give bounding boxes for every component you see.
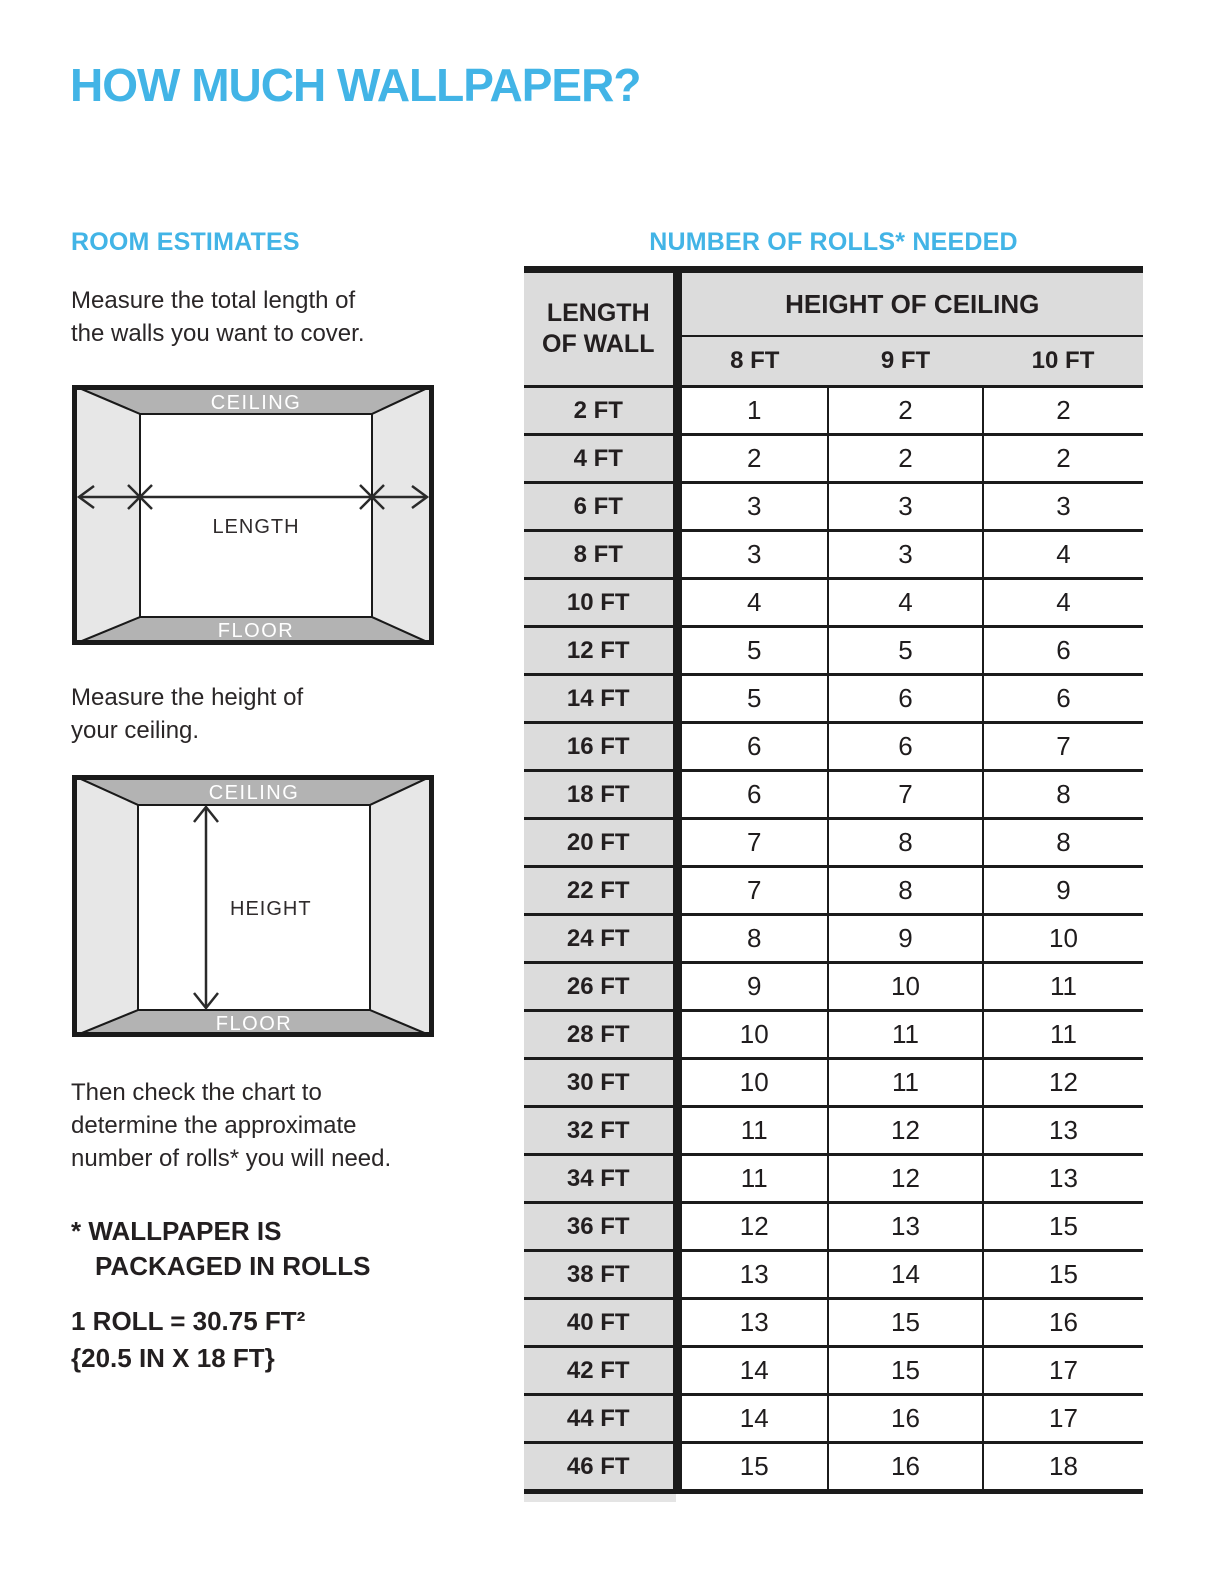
ceiling-height-group-header: HEIGHT OF CEILING	[677, 270, 1143, 337]
rolls-10ft-cell: 8	[983, 771, 1143, 819]
ceiling-height-diagram	[72, 775, 434, 1037]
rolls-9ft-cell: 6	[828, 723, 983, 771]
rolls-footnote	[71, 1214, 370, 1284]
table-row	[524, 627, 1143, 675]
roll-size-info	[71, 1303, 305, 1377]
rolls-8ft-cell: 6	[677, 723, 828, 771]
rolls-8ft-cell: 14	[677, 1347, 828, 1395]
table-row	[524, 771, 1143, 819]
rolls-table-heading: NUMBER OF ROLLS* NEEDED	[649, 228, 1018, 256]
rolls-9ft-cell: 4	[828, 579, 983, 627]
wall-length-cell: 14 FT	[524, 675, 677, 723]
rolls-10ft-cell: 6	[983, 627, 1143, 675]
right-wall-surface	[370, 775, 434, 1037]
rolls-8ft-cell: 12	[677, 1203, 828, 1251]
rolls-10ft-cell: 11	[983, 963, 1143, 1011]
table-row	[524, 531, 1143, 579]
rolls-10ft-cell: 12	[983, 1059, 1143, 1107]
table-row	[524, 867, 1143, 915]
rolls-9ft-cell: 14	[828, 1251, 983, 1299]
table-row	[524, 1395, 1143, 1443]
wall-length-cell: 8 FT	[524, 531, 677, 579]
step1-instructions	[71, 284, 364, 350]
table-row	[524, 915, 1143, 963]
rolls-10ft-cell: 6	[983, 675, 1143, 723]
footnote-line: PACKAGED IN ROLLS	[95, 1251, 371, 1281]
table-row	[524, 1347, 1143, 1395]
wall-length-cell: 20 FT	[524, 819, 677, 867]
wall-length-cell: 16 FT	[524, 723, 677, 771]
rolls-10ft-cell: 10	[983, 915, 1143, 963]
rolls-10ft-cell: 18	[983, 1443, 1143, 1492]
rolls-10ft-cell: 9	[983, 867, 1143, 915]
step3-line: Then check the chart to	[71, 1079, 322, 1106]
wall-length-cell: 32 FT	[524, 1107, 677, 1155]
wall-length-cell: 22 FT	[524, 867, 677, 915]
rolls-8ft-cell: 4	[677, 579, 828, 627]
table-row	[524, 1299, 1143, 1347]
rolls-8ft-cell: 13	[677, 1299, 828, 1347]
right-wall-surface	[372, 385, 434, 645]
rolls-8ft-cell: 7	[677, 819, 828, 867]
rolls-10ft-cell: 3	[983, 483, 1143, 531]
rolls-table-container	[524, 266, 1143, 1494]
left-wall-surface	[72, 775, 138, 1037]
table-row	[524, 483, 1143, 531]
page-title: HOW MUCH WALLPAPER?	[70, 59, 641, 111]
rolls-9ft-cell: 15	[828, 1299, 983, 1347]
floor-label: FLOOR	[217, 620, 295, 642]
rolls-8ft-cell: 10	[677, 1059, 828, 1107]
col-header-9ft: 9 FT	[828, 336, 983, 387]
col-header-10ft: 10 FT	[983, 336, 1143, 387]
rolls-10ft-cell: 2	[983, 435, 1143, 483]
roll-size-line: 1 ROLL = 30.75 FT²	[71, 1306, 306, 1336]
rolls-10ft-cell: 16	[983, 1299, 1143, 1347]
wall-length-cell: 10 FT	[524, 579, 677, 627]
rolls-9ft-cell: 8	[828, 819, 983, 867]
col-header-8ft: 8 FT	[677, 336, 828, 387]
rolls-10ft-cell: 8	[983, 819, 1143, 867]
rolls-8ft-cell: 11	[677, 1107, 828, 1155]
table-row	[524, 1107, 1143, 1155]
rolls-10ft-cell: 4	[983, 579, 1143, 627]
table-row	[524, 1011, 1143, 1059]
rolls-9ft-cell: 3	[828, 483, 983, 531]
room-length-diagram	[72, 385, 434, 645]
rolls-8ft-cell: 11	[677, 1155, 828, 1203]
step1-line: Measure the total length of	[71, 287, 356, 314]
table-row	[524, 1251, 1143, 1299]
wall-length-cell: 12 FT	[524, 627, 677, 675]
rolls-9ft-cell: 13	[828, 1203, 983, 1251]
rolls-10ft-cell: 13	[983, 1107, 1143, 1155]
table-row	[524, 387, 1143, 435]
rolls-8ft-cell: 13	[677, 1251, 828, 1299]
wall-length-cell: 42 FT	[524, 1347, 677, 1395]
step2-line: your ceiling.	[71, 717, 200, 744]
rolls-10ft-cell: 7	[983, 723, 1143, 771]
step1-line: the walls you want to cover.	[71, 320, 365, 347]
wall-length-cell: 6 FT	[524, 483, 677, 531]
roll-size-line: {20.5 IN X 18 FT}	[71, 1343, 275, 1373]
rolls-8ft-cell: 15	[677, 1443, 828, 1492]
wall-length-cell: 28 FT	[524, 1011, 677, 1059]
rolls-9ft-cell: 9	[828, 915, 983, 963]
step3-instructions	[71, 1076, 391, 1175]
room-estimates-heading: ROOM ESTIMATES	[71, 228, 300, 256]
table-row	[524, 1443, 1143, 1492]
rolls-8ft-cell: 10	[677, 1011, 828, 1059]
height-label: HEIGHT	[230, 898, 312, 920]
wall-length-cell: 2 FT	[524, 387, 677, 435]
table-row	[524, 675, 1143, 723]
rolls-9ft-cell: 16	[828, 1395, 983, 1443]
rolls-8ft-cell: 14	[677, 1395, 828, 1443]
rolls-8ft-cell: 8	[677, 915, 828, 963]
rolls-8ft-cell: 9	[677, 963, 828, 1011]
wall-length-cell: 38 FT	[524, 1251, 677, 1299]
rolls-9ft-cell: 11	[828, 1011, 983, 1059]
rolls-10ft-cell: 17	[983, 1395, 1143, 1443]
wall-length-cell: 40 FT	[524, 1299, 677, 1347]
rolls-10ft-cell: 15	[983, 1251, 1143, 1299]
rolls-9ft-cell: 12	[828, 1107, 983, 1155]
wall-length-cell: 46 FT	[524, 1443, 677, 1492]
step3-line: determine the approximate	[71, 1112, 357, 1139]
rolls-8ft-cell: 7	[677, 867, 828, 915]
rolls-8ft-cell: 5	[677, 675, 828, 723]
left-wall-surface	[72, 385, 140, 645]
ceiling-label: CEILING	[208, 782, 300, 804]
rolls-9ft-cell: 16	[828, 1443, 983, 1492]
wall-length-cell: 4 FT	[524, 435, 677, 483]
wall-length-cell: 36 FT	[524, 1203, 677, 1251]
table-row	[524, 1203, 1143, 1251]
rolls-10ft-cell: 17	[983, 1347, 1143, 1395]
floor-label: FLOOR	[215, 1013, 293, 1035]
step2-line: Measure the height of	[71, 684, 304, 711]
rolls-8ft-cell: 3	[677, 483, 828, 531]
wall-length-cell: 26 FT	[524, 963, 677, 1011]
table-row	[524, 435, 1143, 483]
rolls-8ft-cell: 5	[677, 627, 828, 675]
rolls-9ft-cell: 2	[828, 387, 983, 435]
ceiling-label: CEILING	[210, 392, 302, 414]
rolls-9ft-cell: 8	[828, 867, 983, 915]
rolls-10ft-cell: 15	[983, 1203, 1143, 1251]
wall-length-cell: 18 FT	[524, 771, 677, 819]
rolls-8ft-cell: 2	[677, 435, 828, 483]
rolls-9ft-cell: 5	[828, 627, 983, 675]
table-row	[524, 579, 1143, 627]
table-row	[524, 1155, 1143, 1203]
table-footer-strip	[524, 1494, 676, 1502]
table-row	[524, 819, 1143, 867]
rolls-10ft-cell: 13	[983, 1155, 1143, 1203]
rolls-10ft-cell: 4	[983, 531, 1143, 579]
rolls-9ft-cell: 7	[828, 771, 983, 819]
length-label: LENGTH	[212, 516, 300, 538]
table-row	[524, 963, 1143, 1011]
wall-length-cell: 34 FT	[524, 1155, 677, 1203]
rolls-9ft-cell: 6	[828, 675, 983, 723]
rolls-9ft-cell: 12	[828, 1155, 983, 1203]
step3-line: number of rolls* you will need.	[71, 1145, 392, 1172]
table-row	[524, 1059, 1143, 1107]
rolls-9ft-cell: 2	[828, 435, 983, 483]
rolls-10ft-cell: 11	[983, 1011, 1143, 1059]
rolls-9ft-cell: 15	[828, 1347, 983, 1395]
wall-length-cell: 24 FT	[524, 915, 677, 963]
wall-length-cell: 44 FT	[524, 1395, 677, 1443]
rolls-8ft-cell: 1	[677, 387, 828, 435]
wall-length-cell: 30 FT	[524, 1059, 677, 1107]
rolls-10ft-cell: 2	[983, 387, 1143, 435]
rolls-9ft-cell: 11	[828, 1059, 983, 1107]
table-row	[524, 723, 1143, 771]
rolls-table-body	[524, 387, 1143, 1492]
rolls-9ft-cell: 3	[828, 531, 983, 579]
rolls-8ft-cell: 6	[677, 771, 828, 819]
rolls-table	[524, 266, 1143, 1494]
rolls-table-header	[524, 270, 1143, 387]
rolls-8ft-cell: 3	[677, 531, 828, 579]
wall-length-axis-header: LENGTH OF WALL	[524, 270, 677, 387]
rolls-9ft-cell: 10	[828, 963, 983, 1011]
step2-instructions	[71, 681, 303, 747]
footnote-line: * WALLPAPER IS	[71, 1216, 282, 1246]
